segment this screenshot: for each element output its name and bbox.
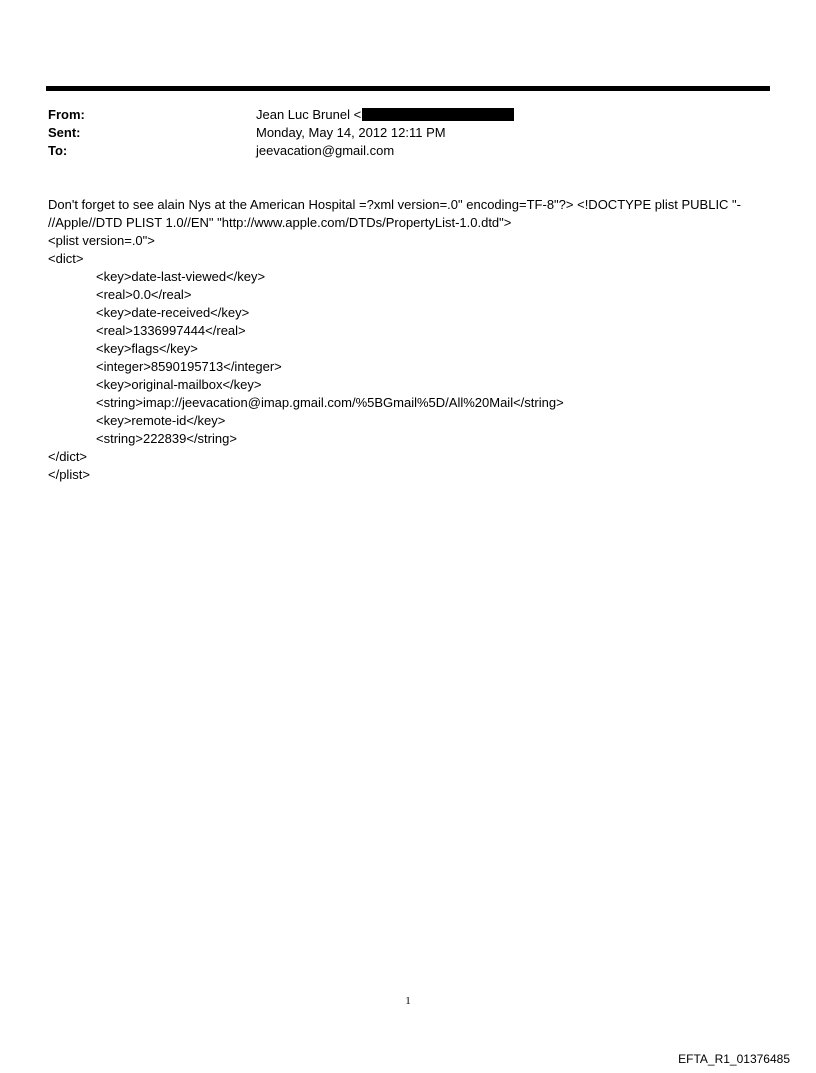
body-line: <key>date-received</key> bbox=[96, 305, 250, 320]
from-sender: Jean Luc Brunel < bbox=[256, 107, 362, 122]
body-line: <real>0.0</real> bbox=[96, 287, 192, 302]
body-line: <key>flags</key> bbox=[96, 341, 198, 356]
bates-number: EFTA_R1_01376485 bbox=[678, 1052, 790, 1066]
from-row bbox=[48, 106, 768, 124]
email-header bbox=[48, 106, 768, 160]
body-line: <string>imap://jeevacation@imap.gmail.com/%5BGmail%5D/All%20Mail</string> bbox=[96, 395, 564, 410]
email-body bbox=[48, 196, 772, 484]
body-line: </dict> bbox=[48, 449, 88, 464]
to-label: To: bbox=[48, 143, 68, 158]
page-number: 1 bbox=[405, 995, 411, 1007]
to-value: jeevacation@gmail.com bbox=[256, 143, 395, 158]
body-line: <real>1336997444</real> bbox=[96, 323, 246, 338]
from-value bbox=[256, 106, 514, 124]
to-row bbox=[48, 142, 768, 160]
sent-row bbox=[48, 124, 768, 142]
body-line: Don't forget to see alain Nys at the American Hospital =?xml version=.0" encoding=TF-8"?> <!DOCTYPE plist PUBLIC "- bbox=[48, 197, 741, 212]
body-line: <plist version=.0"> bbox=[48, 233, 155, 248]
from-label: From: bbox=[48, 107, 85, 122]
body-line: //Apple//DTD PLIST 1.0//EN" "http://www.apple.com/DTDs/PropertyList-1.0.dtd"> bbox=[48, 215, 512, 230]
sent-value: Monday, May 14, 2012 12:11 PM bbox=[256, 125, 446, 140]
body-line: <dict> bbox=[48, 251, 84, 266]
body-line: <key>remote-id</key> bbox=[96, 413, 226, 428]
body-line: <key>date-last-viewed</key> bbox=[96, 269, 266, 284]
body-line: </plist> bbox=[48, 467, 90, 482]
body-line: <key>original-mailbox</key> bbox=[96, 377, 262, 392]
body-line: <integer>8590195713</integer> bbox=[96, 359, 282, 374]
redaction-bar bbox=[362, 108, 514, 121]
header-divider bbox=[46, 86, 770, 91]
body-line: <string>222839</string> bbox=[96, 431, 237, 446]
sent-label: Sent: bbox=[48, 125, 81, 140]
